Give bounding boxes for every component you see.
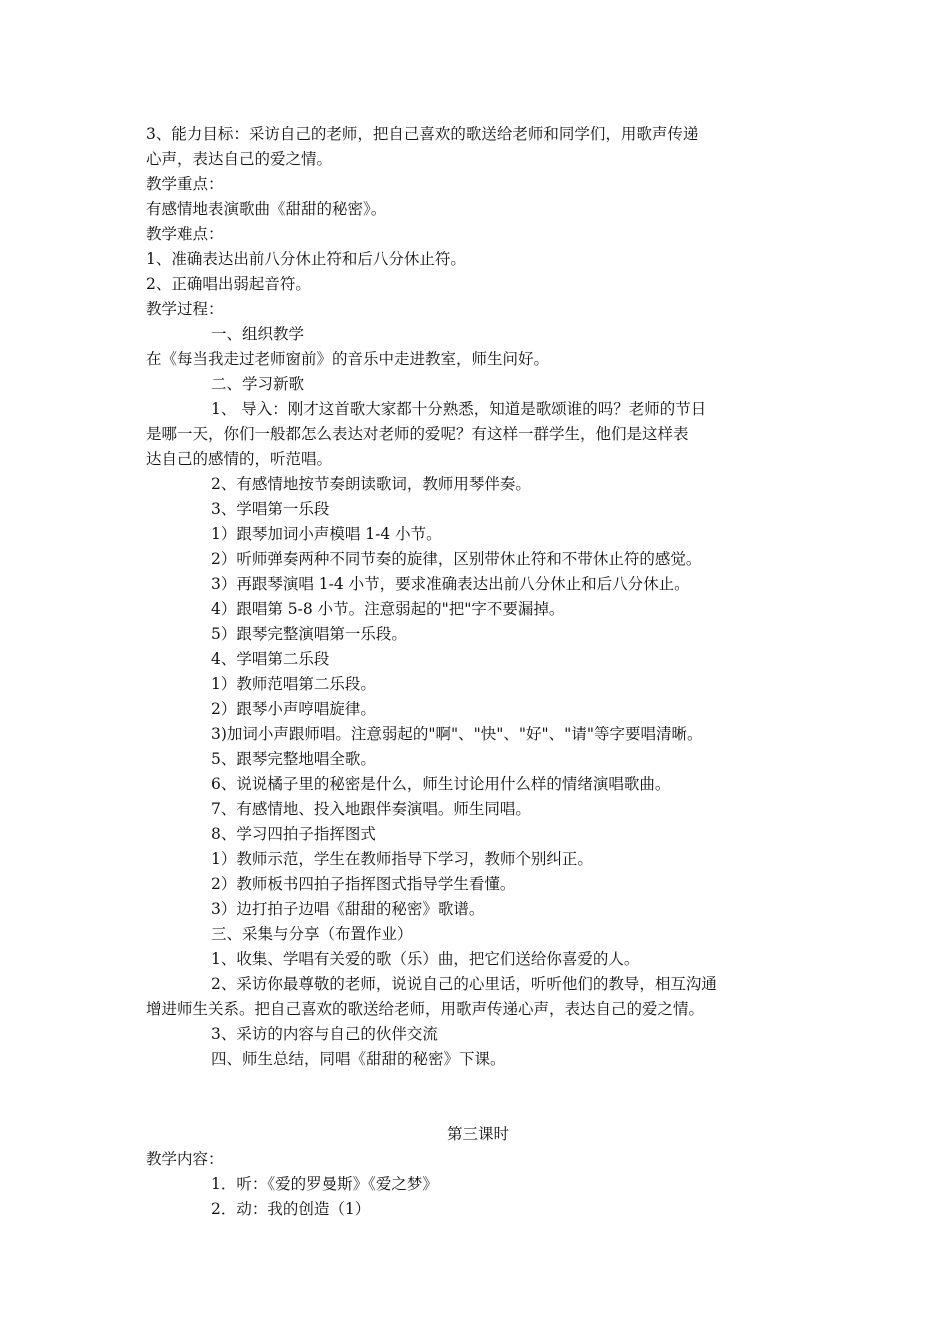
text-line: 有感情地表演歌曲《甜甜的秘密》。 xyxy=(146,200,387,218)
section-gap xyxy=(146,1072,810,1122)
text-line: 2）跟琴小声哼唱旋律。 xyxy=(211,700,376,718)
text-line: 8、学习四拍子指挥图式 xyxy=(211,825,376,843)
text-line: 在《每当我走过老师窗前》的音乐中走进教室，师生问好。 xyxy=(146,350,550,368)
lesson-three-content xyxy=(146,1147,810,1222)
text-line: 2、正确唱出弱起音符。 xyxy=(146,275,311,293)
text-line: 1）教师示范，学生在教师指导下学习，教师个别纠正。 xyxy=(211,850,593,868)
text-line: 1、 导入：刚才这首歌大家都十分熟悉，知道是歌颂谁的吗？老师的节日 xyxy=(211,400,707,418)
text-line: 三、采集与分享（布置作业） xyxy=(211,925,413,943)
text-line: 教学重点： xyxy=(146,175,224,193)
text-line: 2）听师弹奏两种不同节奏的旋律，区别带休止符和不带休止符的感觉。 xyxy=(211,550,702,568)
text-line: 2）教师板书四拍子指挥图式指导学生看懂。 xyxy=(211,875,516,893)
text-line: 1）教师范唱第二乐段。 xyxy=(211,675,376,693)
text-line: 一、组织教学 xyxy=(211,325,305,343)
text-line: 2．动：我的创造（1） xyxy=(211,1200,371,1218)
text-line: 二、学习新歌 xyxy=(211,375,305,393)
text-line: 3、学唱第一乐段 xyxy=(211,500,330,518)
text-line: 5、跟琴完整地唱全歌。 xyxy=(211,750,376,768)
text-line: 1、收集、学唱有关爱的歌（乐）曲，把它们送给你喜爱的人。 xyxy=(211,950,640,968)
text-line: 是哪一天，你们一般都怎么表达对老师的爱呢？有这样一群学生，他们是这样表 xyxy=(146,425,689,443)
document-body xyxy=(146,122,810,1222)
text-line: 7、有感情地、投入地跟伴奏演唱。师生同唱。 xyxy=(211,800,531,818)
text-line: 3）再跟琴演唱 1-4 小节，要求准确表达出前八分休止和后八分休止。 xyxy=(211,575,690,593)
text-line: 2、采访你最尊敬的老师，说说自己的心里话，听听他们的教导，相互沟通 xyxy=(211,975,717,993)
lesson-process-section xyxy=(146,122,810,1072)
text-line: 1．听：《爱的罗曼斯》《爱之梦》 xyxy=(211,1175,438,1193)
text-line: 增进师生关系。把自己喜欢的歌送给老师，用歌声传递心声，表达自己的爱之情。 xyxy=(146,1000,705,1018)
text-line: 5）跟琴完整演唱第一乐段。 xyxy=(211,625,407,643)
text-line: 教学难点： xyxy=(146,225,224,243)
text-line: 3、采访的内容与自己的伙伴交流 xyxy=(211,1025,438,1043)
text-line: 1）跟琴加词小声模唱 1-4 小节。 xyxy=(211,525,442,543)
section-title: 第三课时 xyxy=(446,1125,509,1143)
text-line: 6、说说橘子里的秘密是什么，师生讨论用什么样的情绪演唱歌曲。 xyxy=(211,775,671,793)
text-line: 心声，表达自己的爱之情。 xyxy=(146,150,333,168)
text-line: 3）边打拍子边唱《甜甜的秘密》歌谱。 xyxy=(211,900,485,918)
text-line: 3、能力目标：采访自己的老师，把自己喜欢的歌送给老师和同学们，用歌声传递 xyxy=(146,125,699,143)
text-line: 4、学唱第二乐段 xyxy=(211,650,330,668)
text-line: 1、准确表达出前八分休止符和后八分休止符。 xyxy=(146,250,466,268)
text-line: 4）跟唱第 5-8 小节。注意弱起的"把"字不要漏掉。 xyxy=(211,600,565,618)
text-line: 四、师生总结，同唱《甜甜的秘密》下课。 xyxy=(211,1050,506,1068)
text-line: 3)加词小声跟师唱。注意弱起的"啊"、"快"、"好"、"请"等字要唱清晰。 xyxy=(211,725,703,743)
text-line: 教学过程： xyxy=(146,300,224,318)
text-line: 2、有感情地按节奏朗读歌词，教师用琴伴奏。 xyxy=(211,475,531,493)
text-line: 教学内容： xyxy=(146,1150,224,1168)
text-line: 达自己的感情的，听范唱。 xyxy=(146,450,333,468)
